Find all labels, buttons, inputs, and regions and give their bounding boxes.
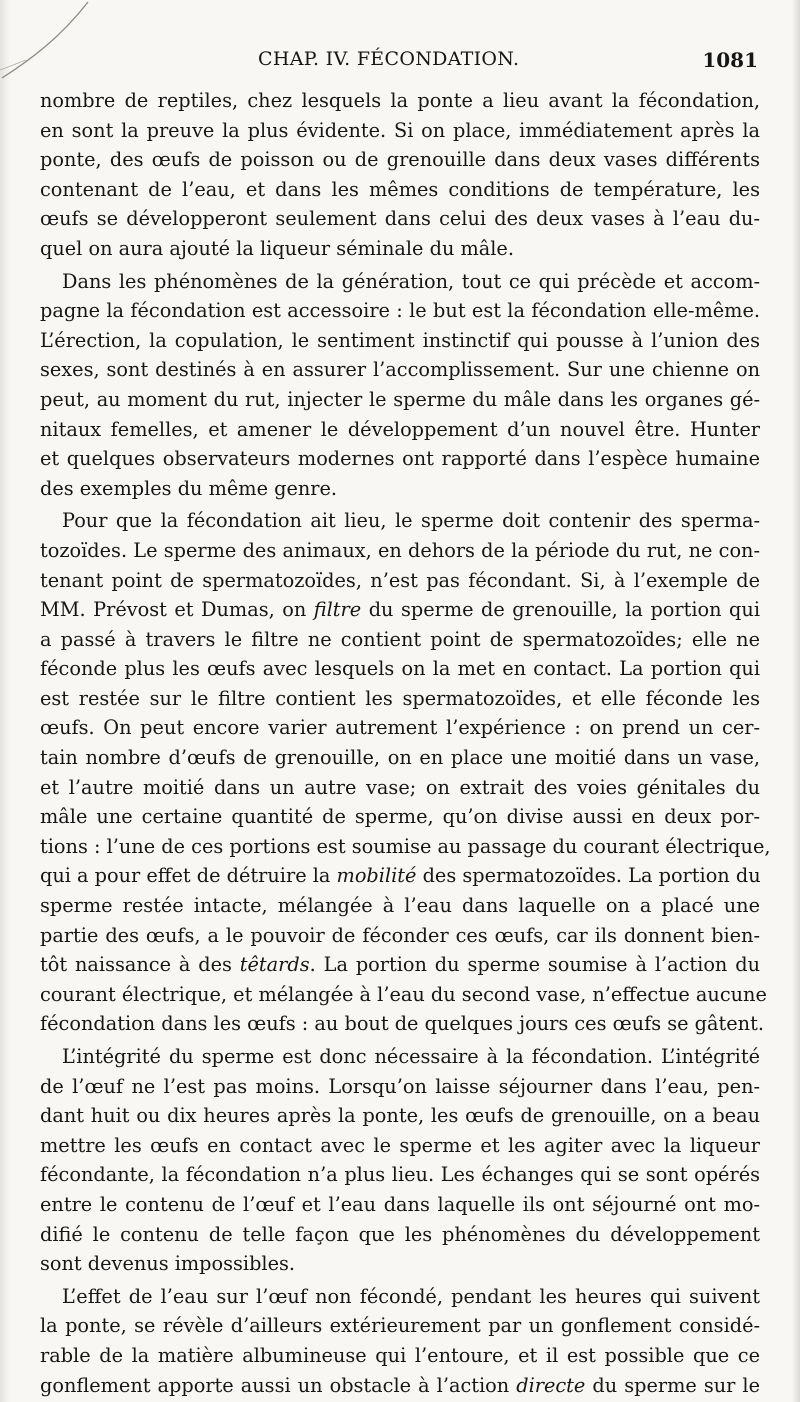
text-line: L’intégrité du sperme est donc nécessaire à la fécondation. L’intégrité	[62, 1045, 760, 1068]
body-text	[40, 86, 771, 1402]
text-line: L’érection, la copulation, le sentiment instinctif qui pousse à l’union des	[40, 328, 760, 352]
paragraph	[40, 506, 771, 1039]
text-line: entre le contenu de l’œuf et l’eau dans laquelle ils ont séjourné ont mo-	[40, 1192, 760, 1216]
text-line: et l’autre moitié dans un autre vase; on extrait des voies génitales du	[40, 775, 760, 799]
text-line: quel on aura ajouté la liqueur séminale du mâle.	[40, 236, 514, 260]
text-line: des exemples du même genre.	[40, 476, 338, 500]
text-line: en sont la preuve la plus évidente. Si on place, immédiatement après la	[40, 118, 760, 142]
paragraph	[40, 1282, 760, 1400]
text-line: œufs. On peut encore varier autrement l’expérience : on prend un cer-	[40, 716, 760, 740]
text-line: tozoïdes. Le sperme des animaux, en dehors de la période du rut, ne con-	[40, 538, 760, 562]
text-line: pagne la fécondation est accessoire : le but est la fécondation elle-même.	[40, 299, 760, 323]
text-line: tôt naissance à des têtards. La portion du sperme soumise à l’action du	[40, 953, 760, 977]
paragraph	[40, 86, 760, 264]
text-line: a passé à travers le filtre ne contient point de spermatozoïdes; elle ne	[40, 627, 760, 651]
text-line: partie des œufs, a le pouvoir de féconder ces œufs, car ils donnent bien-	[40, 923, 760, 947]
text-line: L’effet de l’eau sur l’œuf non fécondé, pendant les heures qui suivent	[62, 1284, 760, 1308]
text-line: fécondante, la fécondation n’a plus lieu. Les échanges qui se sont opérés	[40, 1163, 760, 1187]
text-line: contenant de l’eau, et dans les mêmes conditions de température, les	[40, 177, 760, 201]
text-line: sperme restée intacte, mélangée à l’eau dans laquelle on a placé une	[40, 894, 760, 918]
text-line: gonflement apporte aussi un obstacle à l’action directe du sperme sur le	[40, 1373, 761, 1397]
text-line: tain nombre d’œufs de grenouille, on en place une moitié dans un vase,	[40, 746, 760, 770]
text-line: mettre les œufs en contact avec le sperme et les agiter avec la liqueur	[40, 1133, 760, 1157]
page-left-shadow	[0, 0, 10, 1402]
text-line: peut, au moment du rut, injecter le sperme du mâle dans les organes gé-	[40, 387, 760, 411]
text-line: nitaux femelles, et amener le développement d’un nouvel être. Hunter	[40, 417, 760, 441]
text-line: et quelques observateurs modernes ont rapporté dans l’espèce humaine	[40, 447, 760, 471]
text-line: tenant point de spermatozoïdes, n’est pas fécondant. Si, à l’exemple de	[40, 568, 760, 592]
paragraph	[40, 1042, 760, 1279]
text-line: difié le contenu de telle façon que les phénomènes du développement	[40, 1222, 760, 1246]
text-line: est restée sur le filtre contient les spermatozoïdes, et elle féconde les	[40, 686, 760, 710]
text-line: fécondation dans les œufs : au bout de quelques jours ces œufs se gâtent.	[40, 1012, 764, 1036]
page-right-shadow	[792, 0, 800, 1402]
text-line: mâle une certaine quantité de sperme, qu’on divise aussi en deux por-	[40, 805, 760, 829]
text-line: tions : l’une de ces portions est soumise au passage du courant électrique,	[40, 834, 771, 858]
text-line: rable de la matière albumineuse qui l’entoure, et il est possible que ce	[40, 1343, 760, 1367]
text-line: nombre de reptiles, chez lesquels la ponte a lieu avant la fécondation,	[40, 89, 760, 112]
text-line: de l’œuf ne l’est pas moins. Lorsqu’on laisse séjourner dans l’eau, pen-	[40, 1074, 760, 1098]
text-line: ponte, des œufs de poisson ou de grenouille dans deux vases différents	[40, 148, 760, 172]
running-head: CHAP. IV. FÉCONDATION.	[258, 48, 520, 70]
page-number: 1081	[702, 48, 758, 72]
text-line: œufs se développeront seulement dans celui des deux vases à l’eau du-	[40, 207, 760, 231]
text-line: dant huit ou dix heures après la ponte, les œufs de grenouille, on a beau	[40, 1104, 760, 1128]
text-line: sont devenus impossibles.	[40, 1252, 296, 1276]
text-line: qui a pour effet de détruire la mobilité des spermatozoïdes. La portion du	[40, 864, 761, 888]
text-line: sexes, sont destinés à en assurer l’accomplissement. Sur une chienne on	[40, 358, 760, 382]
text-line: Dans les phénomènes de la génération, tout ce qui précède et accom-	[62, 269, 760, 293]
text-line: courant électrique, et mélangée à l’eau du second vase, n’effectue aucune	[40, 982, 767, 1006]
page-crease-mark	[0, 0, 120, 90]
text-line: Pour que la fécondation ait lieu, le sperme doit contenir des sperma-	[62, 509, 760, 533]
page-header	[40, 46, 760, 76]
text-line: féconde plus les œufs avec lesquels on la met en contact. La portion qui	[40, 657, 760, 681]
paragraph	[40, 267, 760, 504]
text-line: la ponte, se révèle d’ailleurs extérieurement par un gonflement considé-	[40, 1314, 760, 1338]
text-line: MM. Prévost et Dumas, on filtre du sperme de grenouille, la portion qui	[40, 598, 760, 622]
